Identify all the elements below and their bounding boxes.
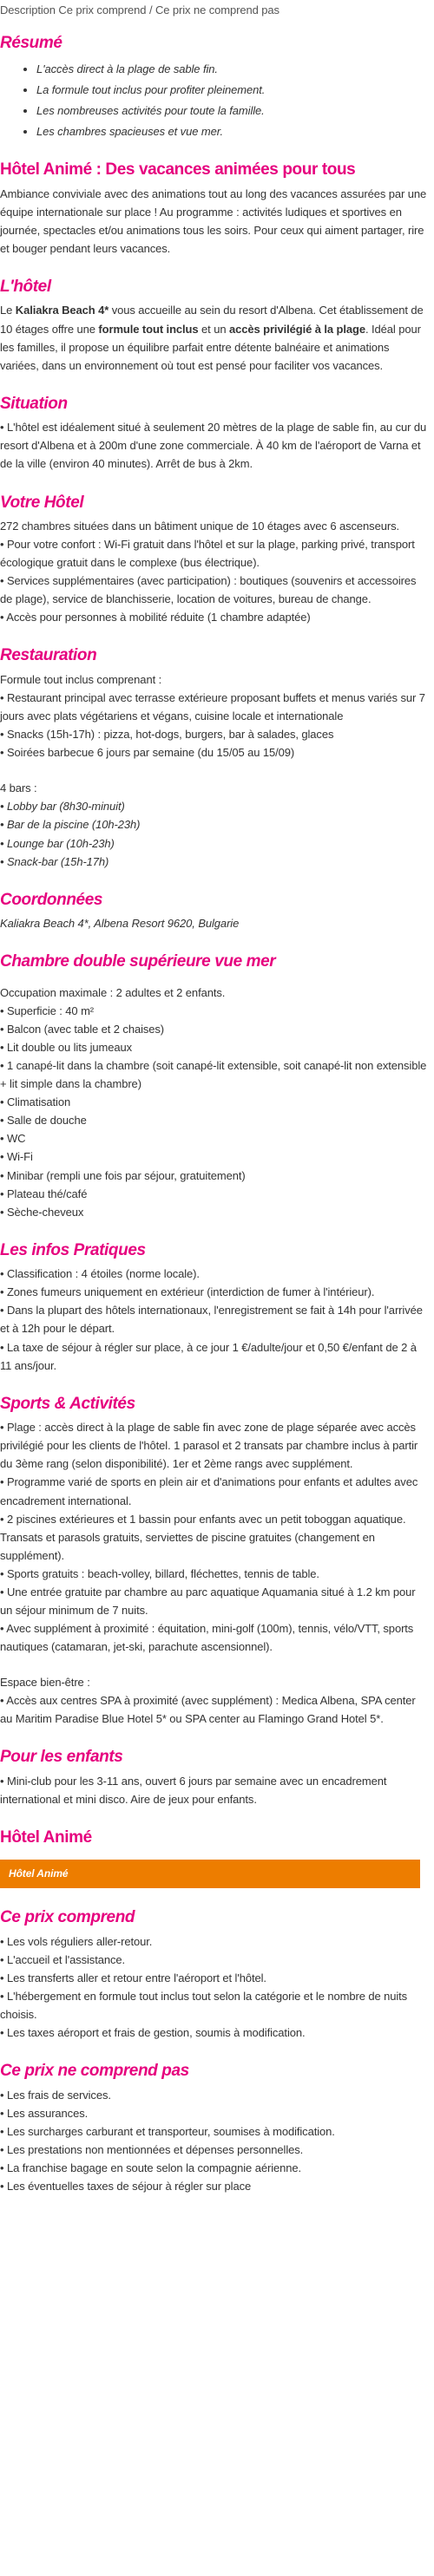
formule-tout-inclus: formule tout inclus [98, 322, 199, 336]
prix-ne-comprend-line: • La franchise bagage en soute selon la compagnie aérienne. [0, 2161, 302, 2174]
prix-comprend-line: • Les transferts aller et retour entre l'aéroport et l'hôtel. [0, 1971, 266, 1984]
situation-section [0, 394, 429, 474]
coordonnees-section [0, 890, 429, 933]
chambre-line: • WC [0, 1132, 26, 1146]
situation-title: Situation [0, 394, 68, 413]
situation-text: • L'hôtel est idéalement situé à seulement 20 mètres de la plage de sable fin, au cur du resort d'Albena et à 200m d'une zone commerciale. À 40 km de l'aéroport de Varna et de la ville (environ 40 minutes). Arrêt de bus à 2km. [0, 421, 427, 471]
spacer [0, 762, 429, 779]
hotel-anime-intro-title: Hôtel Animé : Des vacances animées pour tous [0, 160, 356, 179]
bar-item: • Snack-bar (15h-17h) [0, 854, 109, 868]
enfants-line: • Mini-club pour les 3-11 ans, ouvert 6 jours par semaine avec un encadrement international et mini disco. Aire de jeux pour enfants. [0, 1774, 387, 1806]
votre-hotel-line: • Pour votre confort : Wi-Fi gratuit dans l'hôtel et sur la plage, parking privé, transport écologique gratuit dans le complexe (bus électrique). [0, 538, 415, 570]
hotel-anime-title: Hôtel Animé [0, 1827, 92, 1847]
prix-ne-comprend-line: • Les prestations non mentionnées et dépenses personnelles. [0, 2142, 304, 2156]
coordonnees-title: Coordonnées [0, 890, 103, 909]
enfants-title: Pour les enfants [0, 1748, 123, 1767]
resume-title: Résumé [0, 34, 62, 53]
bar-item: • Lobby bar (8h30-minuit) [0, 800, 125, 814]
list-item: • La formule tout inclus pour profiter pleinement. [36, 81, 429, 99]
spa-line: • Accès aux centres SPA à proximité (avec supplément) : Medica Albena, SPA center au Maritim Paradise Blue Hotel 5* ou SPA center au Flamingo Grand Hotel 5*. [0, 1693, 416, 1726]
chambre-line: • 1 canapé-lit dans la chambre (soit canapé-lit extensible, soit canapé-lit non extensible + lit simple dans la chambre) [0, 1059, 427, 1091]
chambre-line: • Climatisation [0, 1095, 71, 1109]
bars-title: 4 bars : [0, 781, 37, 795]
restauration-line: • Restaurant principal avec terrasse extérieure proposant buffets et menus variés sur 7 jours avec plats végétariens et végans, cuisine locale et internationale [0, 691, 425, 723]
restauration-line: • Snacks (15h-17h) : pizza, hot-dogs, burgers, bar à salades, glaces [0, 728, 334, 742]
prix-ne-comprend-line: • Les frais de services. [0, 2088, 111, 2102]
prix-comprend-line: • Les vols réguliers aller-retour. [0, 1934, 153, 1948]
list-item: • Les chambres spacieuses et vue mer. [36, 122, 429, 141]
prix-comprend-title: Ce prix comprend [0, 1907, 135, 1926]
chambre-line: • Salle de douche [0, 1114, 87, 1128]
infos-section [0, 1240, 429, 1375]
chambre-line: • Superficie : 40 m² [0, 1004, 95, 1018]
prix-ne-comprend-section [0, 2061, 429, 2195]
infos-line: • La taxe de séjour à régler sur place, à ce jour 1 €/adulte/jour et 0,50 €/enfant de 2 à 11 ans/jour. [0, 1340, 417, 1372]
list-item: • L'accès direct à la plage de sable fin. [36, 60, 429, 78]
chambre-line: • Plateau thé/café [0, 1187, 88, 1200]
sports-section [0, 1394, 429, 1728]
restauration-line: • Soirées barbecue 6 jours par semaine (du 15/05 au 15/09) [0, 746, 295, 760]
prix-ne-comprend-line: • Les éventuelles taxes de séjour à régler sur place [0, 2179, 252, 2193]
chambre-title: Chambre double supérieure vue mer [0, 952, 276, 971]
bar-item: • Bar de la piscine (10h-23h) [0, 818, 141, 832]
votre-hotel-line: • Services supplémentaires (avec participation) : boutiques (souvenirs et accessoires de plage), service de blanchisserie, location de voitures, bureau de change. [0, 574, 417, 606]
votre-hotel-title: Votre Hôtel [0, 493, 84, 512]
prix-ne-comprend-line: • Les surcharges carburant et transporteur, soumises à modification. [0, 2124, 335, 2138]
hotel-anime-intro-section [0, 160, 429, 258]
votre-hotel-section [0, 493, 429, 627]
prix-comprend-line: • L'accueil et l'assistance. [0, 1952, 126, 1966]
sports-line: • Programme varié de sports en plein air et d'animations pour enfants et adultes avec encadrement international. [0, 1475, 418, 1507]
list-item: • Les nombreuses activités pour toute la famille. [36, 101, 429, 120]
prix-comprend-section [0, 1907, 429, 2042]
spa-title: Espace bien-être : [0, 1675, 90, 1689]
votre-hotel-line: • Accès pour personnes à mobilité réduite (1 chambre adaptée) [0, 611, 311, 624]
restauration-line: Formule tout inclus comprenant : [0, 673, 162, 687]
resume-list [0, 60, 429, 141]
chambre-section [0, 951, 429, 1220]
enfants-section [0, 1747, 429, 1808]
infos-line: • Zones fumeurs uniquement en extérieur (interdiction de fumer à l'intérieur). [0, 1285, 375, 1299]
prix-comprend-line: • L'hébergement en formule tout inclus tout selon la catégorie et le nombre de nuits choisis. [0, 1989, 408, 2021]
sports-line: • Plage : accès direct à la plage de sable fin avec zone de plage séparée avec accès privilégié pour les clients de l'hôtel. 1 parasol et 2 transats par chambre inclus à partir du 3ème rang (selon disponibilité). 1er et 2ème rangs avec supplément. [0, 1421, 418, 1471]
bar-item: • Lounge bar (10h-23h) [0, 836, 115, 850]
infos-title: Les infos Pratiques [0, 1240, 146, 1259]
chambre-line: • Sèche-cheveux [0, 1205, 84, 1219]
lhotel-text-2: vous accueille au sein du resort d'Albena. Cet établissement de 10 étages offre une [0, 304, 424, 336]
chambre-line: • Balcon (avec table et 2 chaises) [0, 1023, 165, 1036]
lhotel-text-1: Le [0, 304, 16, 317]
lhotel-title: L'hôtel [0, 277, 51, 296]
hotel-anime-badge: Hôtel Animé [0, 1860, 420, 1888]
infos-line: • Dans la plupart des hôtels internationaux, l'enregistrement se fait à 14h pour l'arrivée et à 12h pour le départ. [0, 1304, 423, 1336]
sports-line: • Une entrée gratuite par chambre au parc aquatique Aquamania situé à 1.2 km pour un séjour minimum de 7 nuits. [0, 1585, 416, 1617]
chambre-line: • Lit double ou lits jumeaux [0, 1041, 133, 1055]
infos-line: • Classification : 4 étoiles (norme locale). [0, 1267, 200, 1281]
prix-comprend-line: • Les taxes aéroport et frais de gestion, soumis à modification. [0, 2025, 306, 2039]
sports-line: • Avec supplément à proximité : équitation, mini-golf (100m), tennis, vélo/VTT, sports nautiques (catamaran, jet-ski, parachute ascensionnel). [0, 1621, 414, 1653]
hotel-name: Kaliakra Beach 4* [15, 304, 109, 317]
spacer [0, 1656, 429, 1673]
resume-section [0, 33, 429, 141]
sports-title: Sports & Activités [0, 1394, 135, 1413]
coordonnees-text: Kaliakra Beach 4*, Albena Resort 9620, Bulgarie [0, 917, 240, 931]
acces-plage: accès privilégié à la plage [228, 322, 365, 336]
prix-ne-comprend-title: Ce prix ne comprend pas [0, 2061, 189, 2080]
hotel-anime-intro-text: Ambiance conviviale avec des animations tout au long des vacances assurées par une équipe internationale sur place ! Au programme : activités ludiques et sportives en journée, spectacles et/ou animations tous les soirs. Pour ceux qui aiment partager, rire et bouger pendant leurs vacances. [0, 186, 427, 255]
lhotel-text [0, 301, 429, 374]
lhotel-text-3: et un [198, 322, 229, 336]
hotel-anime-section [0, 1827, 429, 1888]
chambre-line: • Wi-Fi [0, 1150, 33, 1164]
lhotel-section [0, 277, 429, 375]
chambre-line: Occupation maximale : 2 adultes et 2 enfants. [0, 986, 226, 1000]
tabs-line: Description Ce prix comprend / Ce prix ne comprend pas [0, 3, 279, 16]
sports-line: • 2 piscines extérieures et 1 bassin pour enfants avec un petit toboggan aquatique. Transats et parasols gratuits, serviettes de piscine gratuites (changement en supplément). [0, 1512, 406, 1562]
restauration-title: Restauration [0, 646, 97, 665]
prix-ne-comprend-line: • Les assurances. [0, 2106, 89, 2120]
chambre-line: • Minibar (rempli une fois par séjour, gratuitement) [0, 1168, 246, 1182]
votre-hotel-line: 272 chambres situées dans un bâtiment unique de 10 étages avec 6 ascenseurs. [0, 520, 399, 533]
sports-line: • Sports gratuits : beach-volley, billard, fléchettes, tennis de table. [0, 1566, 319, 1580]
lhotel-text-4: . Idéal pour les familles, il propose un équilibre parfait entre détente balnéaire et animations variées, dans un environnement où tout est pensé pour faciliter vos vacances. [0, 322, 421, 372]
restauration-section [0, 645, 429, 870]
